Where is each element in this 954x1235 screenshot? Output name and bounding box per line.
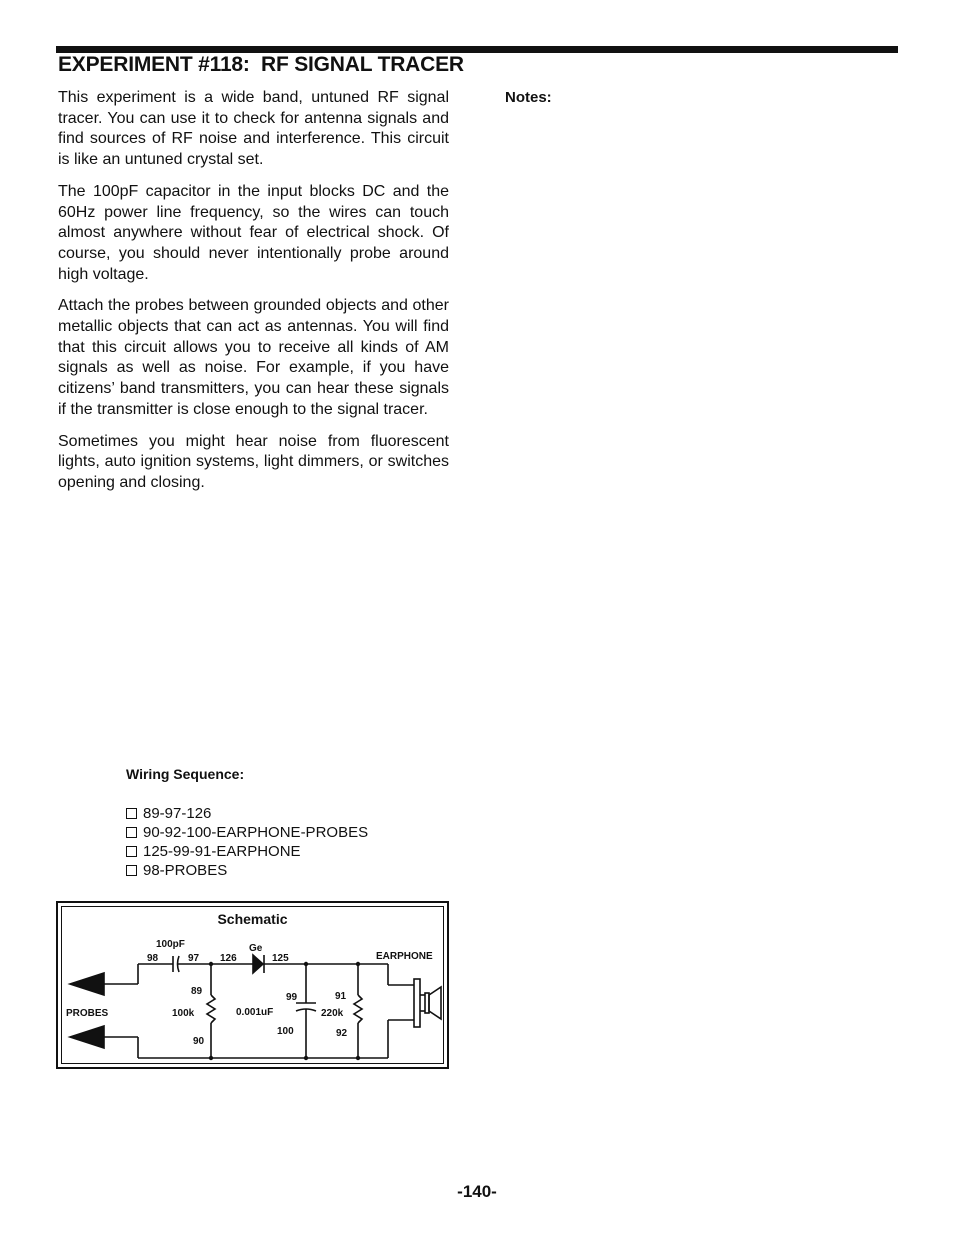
notes-label: Notes:	[505, 89, 552, 106]
label-node-100: 100	[277, 1026, 294, 1037]
header-rule	[56, 46, 898, 53]
wiring-step-text: 125-99-91-EARPHONE	[143, 843, 301, 860]
paragraph-2: The 100pF capacitor in the input blocks DC and the 60Hz power line frequency, so the wires can touch almost anywhere without fear of electrical shock. Of course, you should never intentionally probe around high voltage.	[58, 182, 449, 283]
page-number: -140-	[457, 1182, 497, 1201]
wiring-sequence	[126, 766, 368, 880]
paragraph-3: Attach the probes between grounded objects and other metallic objects that can act as antennas. You will find that this circuit allows you to receive all kinds of AM signals as well as noise. For example, if you have citizens’ band transmitters, you can hear these signals if the transmitter is close enough to the signal tracer.	[58, 297, 449, 418]
wiring-step	[126, 804, 368, 823]
schematic-title: Schematic	[217, 911, 288, 927]
label-node-92: 92	[336, 1028, 348, 1039]
label-res1-value: 100k	[172, 1008, 195, 1019]
label-node-99: 99	[286, 992, 298, 1003]
junction-dot	[356, 1056, 360, 1060]
checkbox-icon[interactable]	[126, 827, 137, 838]
schematic-panel	[56, 901, 449, 1069]
label-node-97: 97	[188, 953, 200, 964]
label-node-98: 98	[147, 953, 159, 964]
junction-dot	[356, 962, 360, 966]
wiring-step-text: 89-97-126	[143, 805, 212, 822]
junction-dot	[209, 1056, 213, 1060]
checkbox-icon[interactable]	[126, 865, 137, 876]
label-node-91: 91	[335, 991, 347, 1002]
checkbox-icon[interactable]	[126, 846, 137, 857]
wiring-step	[126, 842, 368, 861]
label-node-90: 90	[193, 1036, 205, 1047]
earphone-icon	[414, 979, 441, 1027]
label-res2-value: 220k	[321, 1008, 344, 1019]
resistor-220k-icon	[354, 995, 362, 1023]
wiring-title: Wiring Sequence:	[126, 766, 245, 782]
junction-dot	[304, 1056, 308, 1060]
schematic-diagram	[58, 903, 447, 1067]
label-probes: PROBES	[66, 1008, 109, 1019]
body-text	[58, 88, 449, 505]
wiring-step	[126, 823, 368, 842]
paragraph-1: This experiment is a wide band, untuned RF signal tracer. You can use it to check for antenna signals and find sources of RF noise and interference. This circuit is like an untuned crystal set.	[58, 89, 449, 169]
junction-dot	[304, 962, 308, 966]
label-cap2-value: 0.001uF	[236, 1007, 274, 1018]
checkbox-icon[interactable]	[126, 808, 137, 819]
probe-arrow-bottom-icon	[70, 1026, 104, 1048]
label-diode: Ge	[249, 943, 263, 954]
resistor-100k-icon	[207, 995, 215, 1023]
label-earphone: EARPHONE	[376, 951, 433, 962]
label-node-89: 89	[191, 986, 203, 997]
wiring-step	[126, 861, 368, 880]
paragraph-4: Sometimes you might hear noise from fluorescent lights, auto ignition systems, light dimmers, or switches opening and closing.	[58, 432, 449, 491]
label-node-125: 125	[272, 953, 289, 964]
wiring-list	[126, 804, 368, 880]
wiring-step-text: 98-PROBES	[143, 862, 228, 879]
junction-dot	[209, 962, 213, 966]
diode-icon	[253, 955, 263, 973]
page-title: EXPERIMENT #118: RF SIGNAL TRACER	[58, 53, 464, 76]
label-node-126: 126	[220, 953, 237, 964]
probe-arrow-top-icon	[70, 973, 104, 995]
wiring-step-text: 90-92-100-EARPHONE-PROBES	[143, 824, 369, 841]
label-cap-value: 100pF	[156, 939, 185, 950]
